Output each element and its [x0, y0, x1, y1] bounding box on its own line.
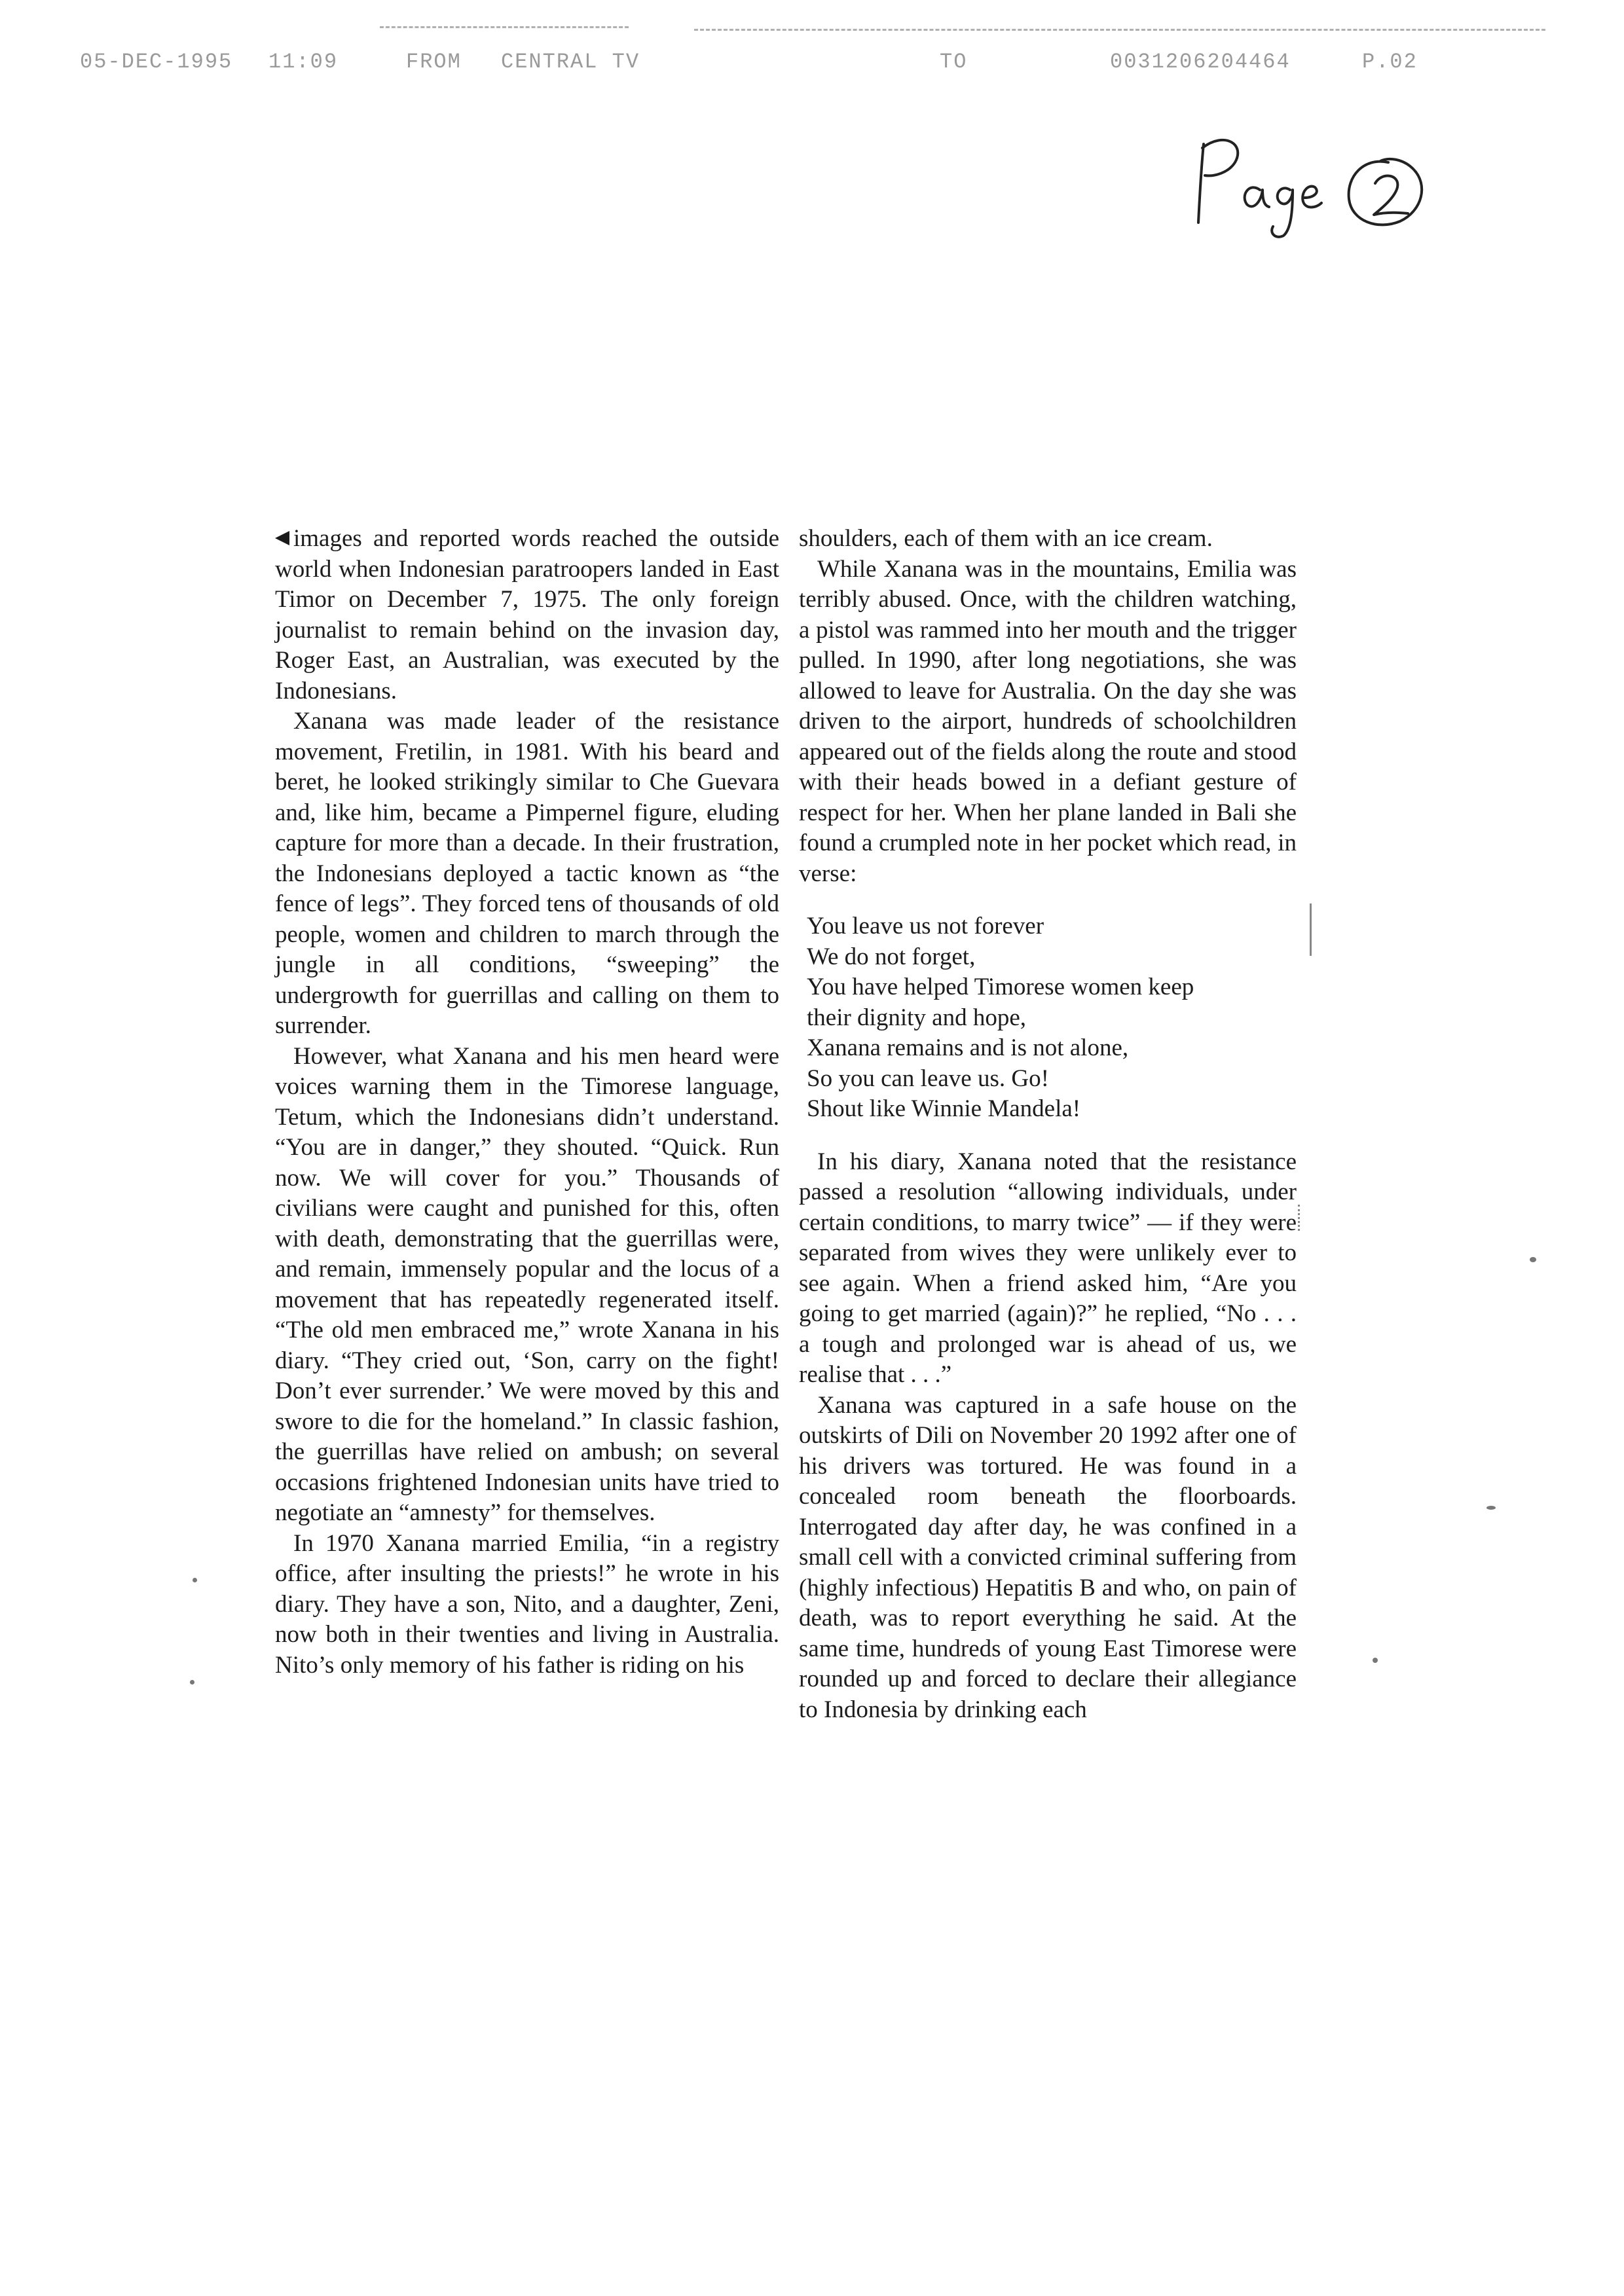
fax-from-label: FROM [406, 50, 462, 74]
article-column-left [275, 524, 779, 1681]
paragraph: However, what Xanana and his men heard were voices warning them in the Timorese language, Tetum, which the Indonesians didn’t understand. “You are in danger,” they shouted. “Quick. Run now. We will cover for you.” Thousands of civilians were caught and punished for this, often with death, demonstrating that the guerrillas were, and remain, immensely popular and the locus of a movement that has repeatedly regenerated itself. “The old men embraced me,” wrote Xanana in his diary. “They cried out, ‘Son, carry on the fight! Don’t ever surrender.’ We were moved by this and swore to die for the homeland.” In classic fashion, the guerrillas have relied on ambush; on several occasions frightened Indonesian units have tried to negotiate an “amnesty” for themselves. [275, 1042, 779, 1526]
fax-dash-line [380, 26, 629, 28]
paragraph: In his diary, Xanana noted that the resistance passed a resolution “allowing individuals, under certain conditions, to marry twice” — if they were separated from wives they were unlikely ever to see again. When a friend asked him, “Are you going to get married (again)?” he replied, “No . . . a tough and prolonged war is ahead of us, we realise that . . .” [799, 1148, 1297, 1388]
scan-speck [1530, 1257, 1536, 1262]
paragraph: shoulders, each of them with an ice cream. [799, 525, 1213, 552]
paragraph: Xanana was captured in a safe house on the outskirts of Dili on November 20 1992 after one of his drivers was tortured. He was found in a concealed room beneath the floorboards. Interrogated day after day, he was confined in a small cell with a convicted criminal suffering from (highly infectious) Hepatitis B and who, on pain of death, was to report everything he said. At the same time, hundreds of young East Timorese were rounded up and forced to declare their allegiance to Indonesia by drinking each [799, 1391, 1297, 1723]
fax-to-label: TO [940, 50, 968, 74]
poem-line: Xanana remains and is not alone, [807, 1034, 1129, 1061]
poem-line: We do not forget, [807, 943, 976, 970]
poem-line: You have helped Timorese women keep [807, 974, 1194, 1000]
paragraph: Xanana was made leader of the resistance movement, Fretilin, in 1981. With his beard and beret, he looked strikingly similar to Che Guevara and, like him, became a Pimpernel figure, eluding capture for more than a decade. In their frustration, the Indonesians deployed a tactic known as “the fence of legs”. They forced tens of thousands of old people, women and children to march through the jungle in all conditions, “sweeping” the undergrowth for guerrillas and calling on them to surrender. [275, 708, 779, 1039]
scan-speck [1486, 1506, 1496, 1510]
scan-speck [1373, 1658, 1378, 1663]
poem [807, 911, 1297, 1125]
fax-page-number: P.02 [1362, 50, 1418, 74]
poem-line: Shout like Winnie Mandela! [807, 1095, 1081, 1122]
continuation-arrow-icon [275, 531, 289, 545]
scan-speck [193, 1578, 197, 1582]
fax-header [0, 31, 1624, 84]
scan-speck [190, 1680, 194, 1685]
poem-line: So you can leave us. Go! [807, 1065, 1049, 1092]
fax-date: 05-DEC-1995 [80, 50, 233, 74]
fax-from-value: CENTRAL TV [501, 50, 640, 74]
fax-number: 0031206204464 [1110, 50, 1291, 74]
paragraph: images and reported words reached the outside world when Indonesian paratroopers landed in East Timor on December 7, 1975. The only foreign journalist to remain behind on the invasion day, Roger East, an Australian, was executed by the Indonesians. [275, 525, 779, 704]
paragraph: In 1970 Xanana married Emilia, “in a registry office, after insulting the priests!” he wrote in his diary. They have a son, Nito, and a daughter, Zeni, now both in their twenties and living in Australia. Nito’s only memory of his father is riding on his [275, 1529, 779, 1679]
poem-line: You leave us not forever [807, 913, 1044, 939]
scan-mark [1298, 1205, 1300, 1231]
paragraph: While Xanana was in the mountains, Emilia was terribly abused. Once, with the children watching, a pistol was rammed into her mouth and the trigger pulled. In 1990, after long negotiations, she was allowed to leave for Australia. On the day she was driven to the airport, hundreds of schoolchildren appeared out of the fields along the route and stood with their heads bowed in a defiant gesture of respect for her. When her plane landed in Bali she found a crumpled note in her pocket which read, in verse: [799, 555, 1297, 887]
scan-mark [1310, 903, 1312, 956]
fax-time: 11:09 [268, 50, 339, 74]
handwritten-page-note [1192, 124, 1441, 242]
article-column-right [799, 524, 1297, 1725]
fax-dash-line [694, 29, 1545, 31]
poem-line: their dignity and hope, [807, 1004, 1026, 1031]
